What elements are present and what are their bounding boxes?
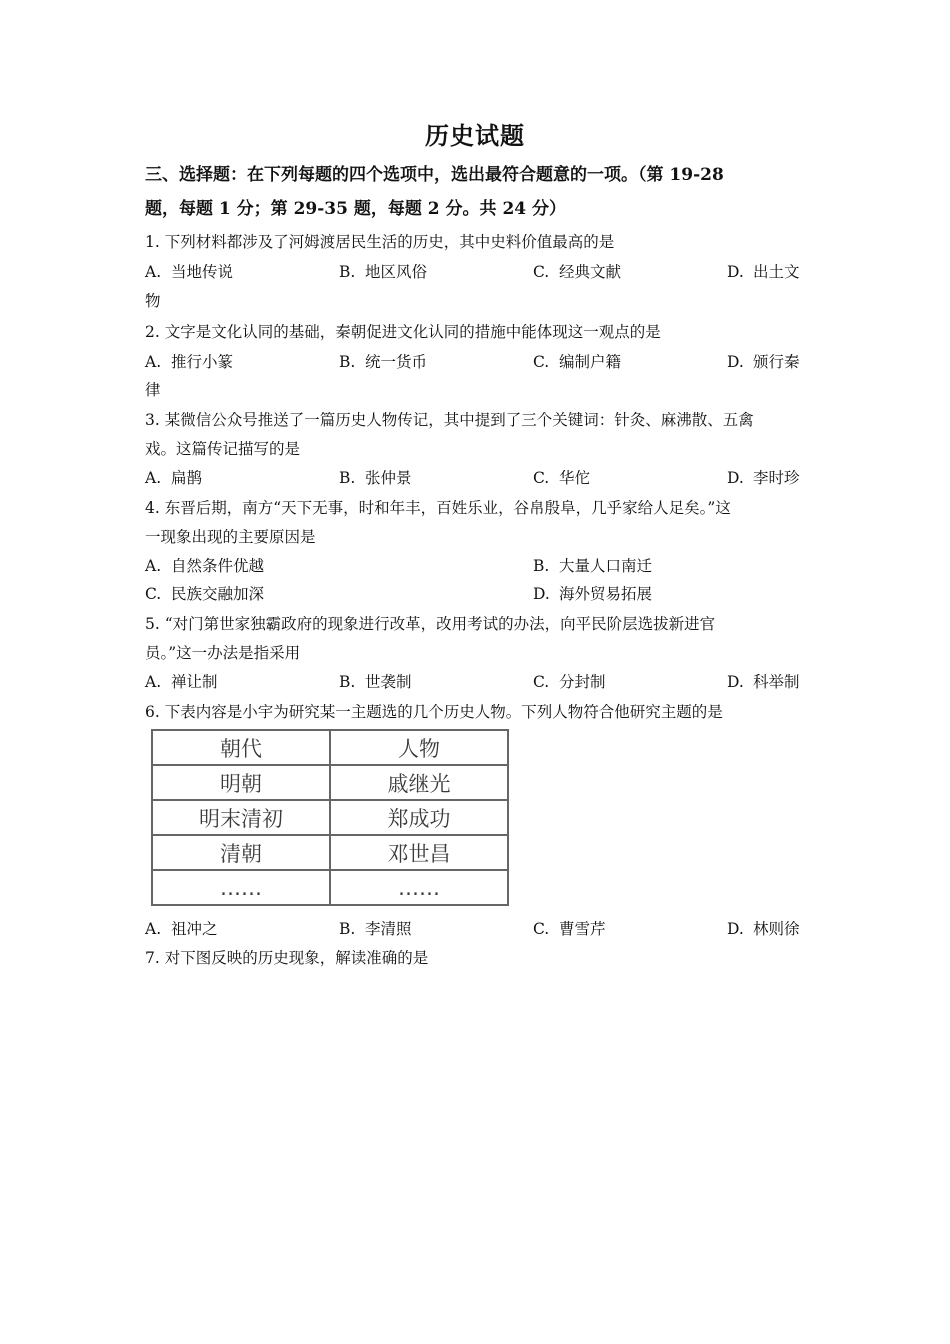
question-4-stem-line-1: 4. 东晋后期，南方“天下无事，时和年丰，百姓乐业，谷帛殷阜，几乎家给人足矣。”这 — [145, 499, 731, 517]
question-2-option-a[interactable]: A. 推行小篆 — [145, 353, 234, 371]
table-row — [152, 765, 508, 800]
question-1-option-c[interactable]: C. 经典文献 — [533, 263, 622, 281]
question-5-option-d[interactable]: D. 科举制 — [727, 673, 800, 691]
question-5-option-a[interactable]: A. 禅让制 — [145, 673, 218, 691]
table-header-dynasty: 朝代 — [152, 730, 330, 765]
question-5-stem-line-2: 员。”这一办法是指采用 — [145, 644, 301, 662]
question-5-stem-line-1: 5. “对门第世家独霸政府的现象进行改革，改用考试的办法，向平民阶层选拔新进官 — [145, 615, 716, 633]
question-4-option-a[interactable]: A. 自然条件优越 — [145, 557, 265, 575]
figure-table — [151, 729, 509, 906]
question-1-option-b[interactable]: B. 地区风俗 — [339, 263, 428, 281]
question-3-option-c[interactable]: C. 华佗 — [533, 469, 591, 487]
question-3-option-b[interactable]: B. 张仲景 — [339, 469, 412, 487]
table-cell: 清朝 — [152, 835, 330, 870]
table-header-row — [152, 730, 508, 765]
question-3-option-d[interactable]: D. 李时珍 — [727, 469, 800, 487]
table-cell: …… — [152, 870, 330, 905]
question-6-option-c[interactable]: C. 曹雪芹 — [533, 920, 606, 938]
table-cell: 戚继光 — [330, 765, 508, 800]
question-2-option-d-wrap: 律 — [145, 381, 161, 399]
section-instruction-line-2: 题，每题 1 分；第 29-35 题，每题 2 分。共 24 分） — [145, 199, 567, 219]
table-cell: 邓世昌 — [330, 835, 508, 870]
page-title: 历史试题 — [425, 121, 525, 150]
question-4-option-d[interactable]: D. 海外贸易拓展 — [533, 585, 653, 603]
question-2-option-d[interactable]: D. 颁行秦 — [727, 353, 800, 371]
question-3-stem-line-1: 3. 某微信公众号推送了一篇历史人物传记，其中提到了三个关键词：针灸、麻沸散、五禽 — [145, 411, 754, 429]
table-cell: …… — [330, 870, 508, 905]
question-6-option-a[interactable]: A. 祖冲之 — [145, 920, 218, 938]
table-row — [152, 835, 508, 870]
question-1-stem: 1. 下列材料都涉及了河姆渡居民生活的历史，其中史料价值最高的是 — [145, 233, 615, 251]
question-3-option-a[interactable]: A. 扁鹊 — [145, 469, 203, 487]
question-6-option-b[interactable]: B. 李清照 — [339, 920, 412, 938]
question-6-stem: 6. 下表内容是小宇为研究某一主题选的几个历史人物。下列人物符合他研究主题的是 — [145, 703, 723, 721]
question-5-option-c[interactable]: C. 分封制 — [533, 673, 606, 691]
question-3-stem-line-2: 戏。这篇传记描写的是 — [145, 440, 301, 458]
table-header-person: 人物 — [330, 730, 508, 765]
section-instruction-line-1: 三、选择题：在下列每题的四个选项中，选出最符合题意的一项。（第 19-28 — [145, 165, 724, 185]
table-cell: 明朝 — [152, 765, 330, 800]
question-4-option-b[interactable]: B. 大量人口南迁 — [533, 557, 653, 575]
table-cell: 郑成功 — [330, 800, 508, 835]
table-row — [152, 800, 508, 835]
question-4-stem-line-2: 一现象出现的主要原因是 — [145, 528, 316, 546]
question-5-option-b[interactable]: B. 世袭制 — [339, 673, 412, 691]
table-row — [152, 870, 508, 905]
question-6-option-d[interactable]: D. 林则徐 — [727, 920, 800, 938]
question-1-option-a[interactable]: A. 当地传说 — [145, 263, 234, 281]
question-1-option-d-wrap: 物 — [145, 292, 161, 310]
question-7-stem: 7. 对下图反映的历史现象，解读准确的是 — [145, 949, 429, 967]
question-2-stem: 2. 文字是文化认同的基础，秦朝促进文化认同的措施中能体现这一观点的是 — [145, 323, 661, 341]
question-2-option-b[interactable]: B. 统一货币 — [339, 353, 428, 371]
question-4-option-c[interactable]: C. 民族交融加深 — [145, 585, 265, 603]
question-1-option-d[interactable]: D. 出土文 — [727, 263, 800, 281]
table-cell: 明末清初 — [152, 800, 330, 835]
question-2-option-c[interactable]: C. 编制户籍 — [533, 353, 622, 371]
